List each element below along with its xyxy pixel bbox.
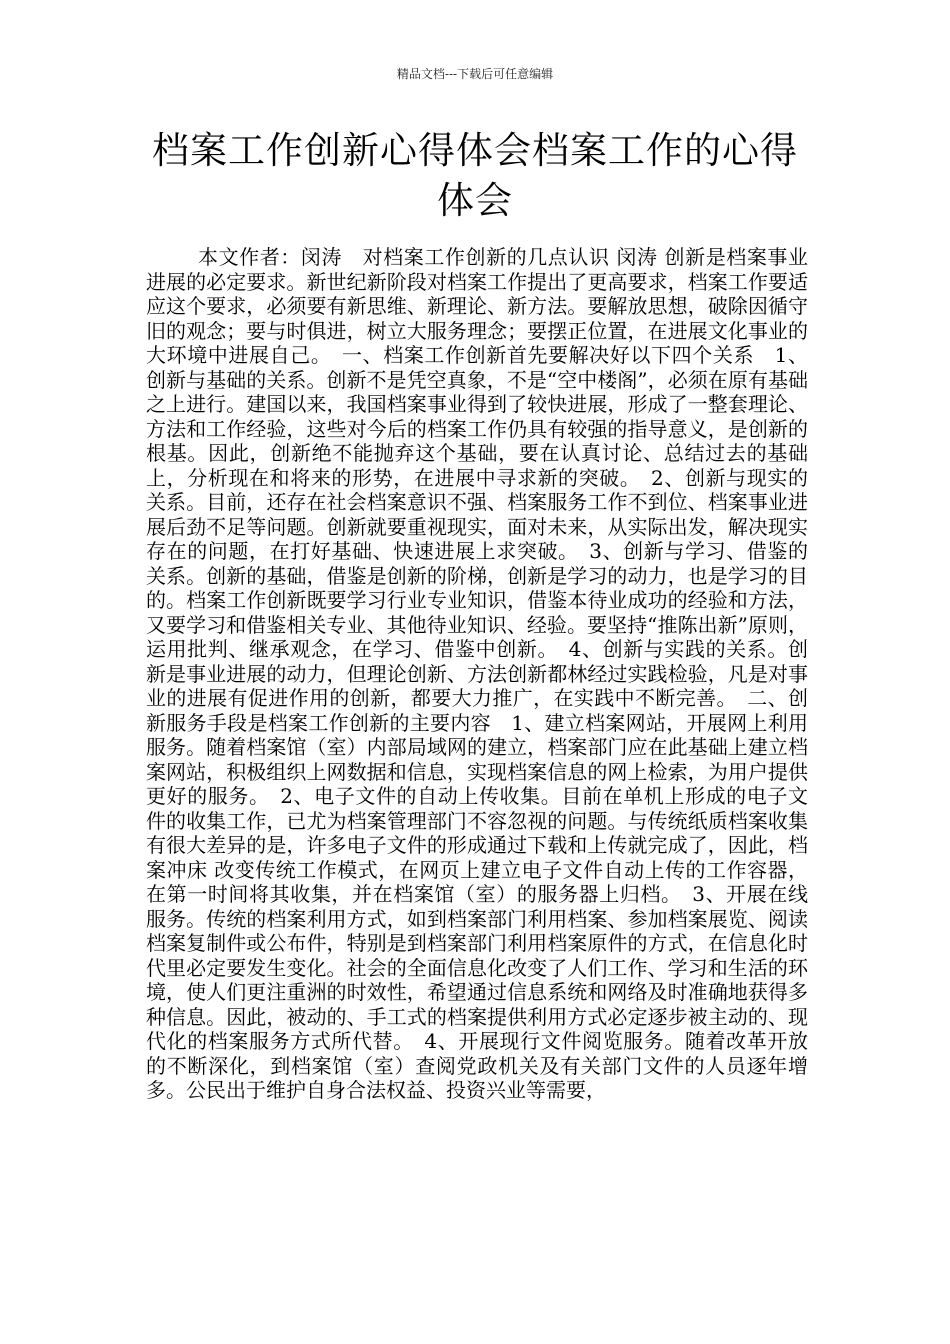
body-paragraph: 本文作者：闵涛 对档案工作创新的几点认识 闵涛 创新是档案事业进展的必定要求。新世纪新阶段对档案工作提出了更高要求，档案工作要适应这个要求，必须要有新思维、新理论、新方法。要解放思想，破除因循守旧的观念；要与时俱进，树立大服务理念；要摆正位置，在进展文化事业的大环境中进展自己。 一、档案工作创新首先要解决好以下四个关系 1、创新与基础的关系。创新不是凭空真象，不是“空中楼阁”，必须在原有基础之上进行。建国以来，我国档案事业得到了较快进展，形成了一整套理论、方法和工作经验，这些对今后的档案工作仍具有较强的指导意义，是创新的根基。因此，创新绝不能抛弃这个基础，要在认真讨论、总结过去的基础上，分析现在和将来的形势，在进展中寻求新的突破。 2、创新与现实的关系。目前，还存在社会档案意识不强、档案服务工作不到位、档案事业进展后劲不足等问题。创新就要重视现实，面对未来，从实际出发，解决现实存在的问题，在打好基础、快速进展上求突破。 3、创新与学习、借鉴的关系。创新的基础，借鉴是创新的阶梯，创新是学习的动力，也是学习的目的。档案工作创新既要学习行业专业知识，借鉴本待业成功的经验和方法，又要学习和借鉴相关专业、其他待业知识、经验。要坚持“推陈出新”原则，运用批判、继承观念，在学习、借鉴中创新。 4、创新与实践的关系。创新是事业进展的动力，但理论创新、方法创新都林经过实践检验，凡是对事业的进展有促进作用的创新，都要大力推广，在实践中不断完善。 二、创新服务手段是档案工作创新的主要内容 1、建立档案网站，开展网上利用服务。随着档案馆（室）内部局域网的建立，档案部门应在此基础上建立档案网站，积极组织上网数据和信息，实现档案信息的网上检索，为用户提供更好的服务。 2、电子文件的自动上传收集。目前在单机上形成的电子文件的收集工作，已尤为档案管理部门不容忽视的问题。与传统纸质档案收集有很大差异的是，许多电子文件的形成通过下载和上传就完成了，因此，档案冲床 改变传统工作模式，在网页上建立电子文件自动上传的工作容器，在第一时间将其收集，并在档案馆（室）的服务器上归档。 3、开展在线服务。传统的档案利用方式，如到档案部门利用档案、参加档案展览、阅读档案复制件或公布件，特别是到档案部门利用档案原件的方式，在信息化时代里必定要发生变化。社会的全面信息化改变了人们工作、学习和生活的环境，使人们更注重洲的时效性，希望通过信息系统和网络及时准确地获得多种信息。因此，被动的、手工式的档案提供利用方式必定逐步被主动的、现代化的档案服务方式所代替。 4、开展现行文件阅览服务。随着改革开放的不断深化，到档案馆（室）查阅党政机关及有关部门文件的人员逐年增多。公民出于维护自身合法权益、投资兴业等需要， [146, 245, 808, 1102]
header-note: 精品文档---下载后可任意编辑 [396, 67, 554, 81]
document-title: 档案工作创新心得体会档案工作的心得体会 [152, 129, 798, 222]
